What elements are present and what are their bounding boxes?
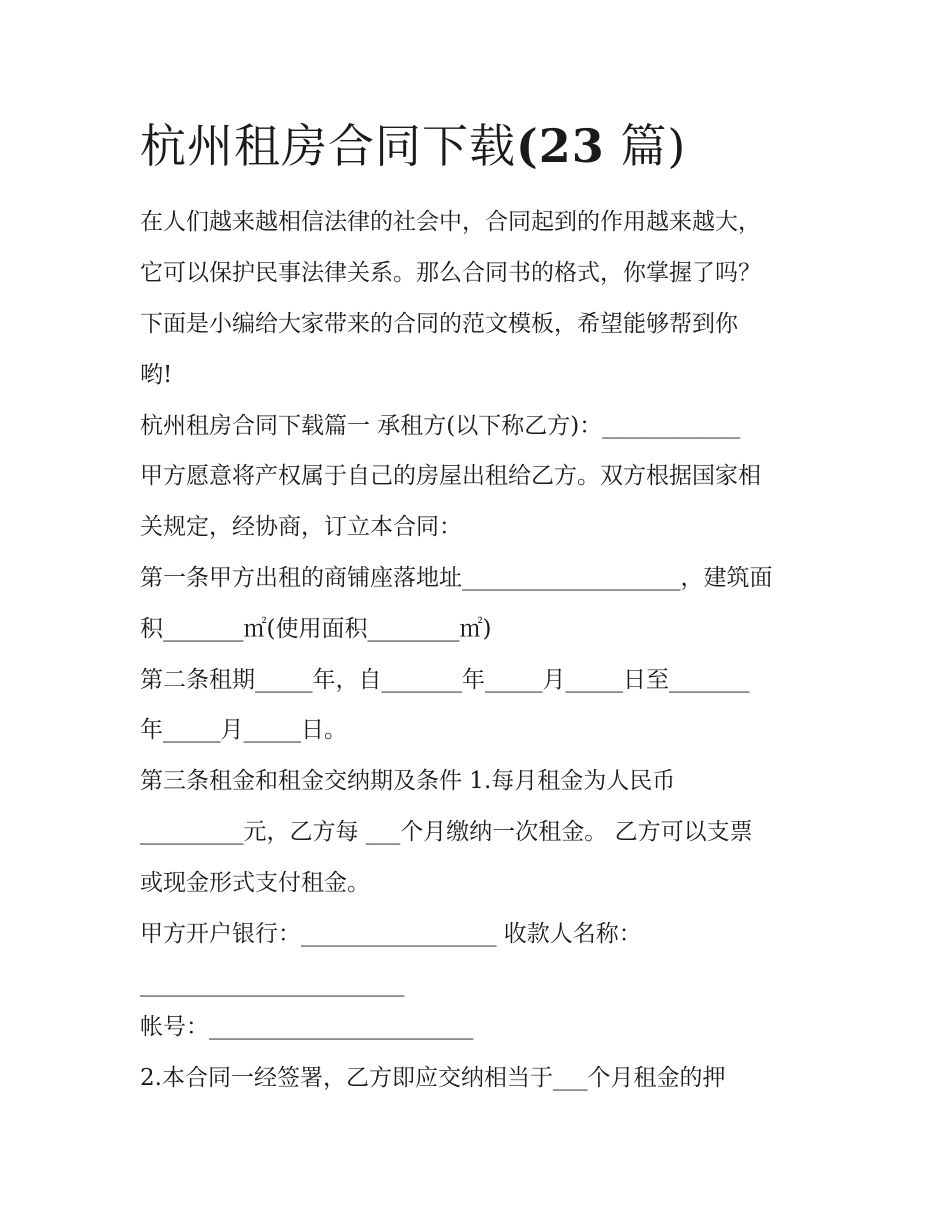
paragraph-line-12: 第三条租金和租金交纳期及条件 1.每月租金为人民币 bbox=[140, 768, 676, 794]
paragraph-line-1: 在人们越来越相信法律的社会中，合同起到的作用越来越大， bbox=[140, 209, 761, 235]
title-count: (23 bbox=[516, 119, 605, 173]
paragraph-line-6: 甲方愿意将产权属于自己的房屋出租给乙方。双方根据国家相 bbox=[140, 463, 761, 489]
paragraph-line-8: 第一条甲方出租的商铺座落地址___________________，建筑面 bbox=[140, 565, 773, 591]
paragraph-line-10: 第二条租期_____年，自_______年_____月_____日至_______ bbox=[140, 667, 750, 693]
paragraph-line-14: 或现金形式支付租金。 bbox=[140, 870, 370, 896]
title-main: 杭州租房合同下载 bbox=[140, 119, 516, 173]
paragraph-line-13: _________元，乙方每 ___个月缴纳一次租金。 乙方可以支票 bbox=[140, 819, 753, 845]
paragraph-line-3: 下面是小编给大家带来的合同的范文模板，希望能够帮到你 bbox=[140, 311, 738, 337]
paragraph-line-16: _______________________ bbox=[140, 971, 405, 997]
document-title bbox=[140, 118, 686, 174]
paragraph-line-9: 积_______㎡(使用面积________㎡) bbox=[140, 616, 492, 642]
paragraph-line-7: 关规定，经协商，订立本合同： bbox=[140, 514, 462, 540]
paragraph-line-11: 年_____月_____日。 bbox=[140, 717, 347, 743]
paragraph-line-5: 杭州租房合同下载篇一 承租方(以下称乙方)：____________ bbox=[140, 413, 741, 439]
title-end: 篇) bbox=[604, 119, 687, 173]
paragraph-line-2: 它可以保护民事法律关系。那么合同书的格式，你掌握了吗？ bbox=[140, 260, 761, 286]
paragraph-line-17: 帐号：_______________________ bbox=[140, 1014, 474, 1040]
paragraph-line-15: 甲方开户银行：_________________ 收款人名称： bbox=[140, 921, 642, 947]
paragraph-line-4: 哟! bbox=[140, 362, 173, 388]
paragraph-line-18: 2.本合同一经签署，乙方即应交纳相当于___个月租金的押 bbox=[140, 1065, 726, 1091]
